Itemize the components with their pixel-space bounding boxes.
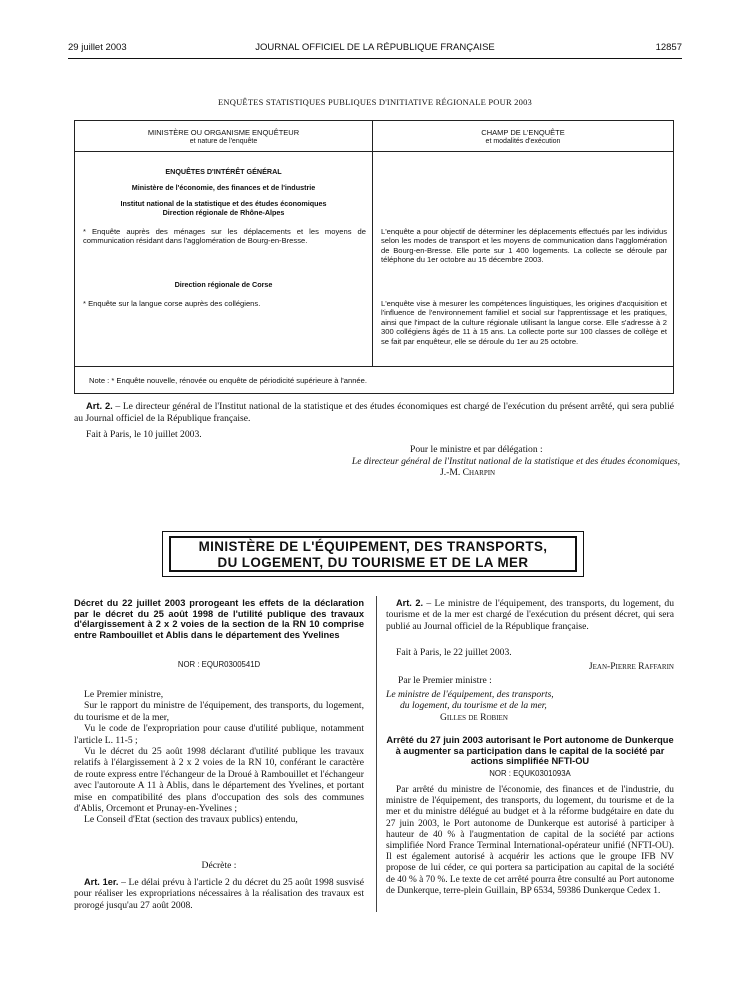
section-title: ENQUÊTES D'INTÉRÊT GÉNÉRAL bbox=[165, 167, 282, 176]
header-date: 29 juillet 2003 bbox=[68, 42, 127, 53]
decree-minister: Le ministre de l'équipement, des transports, du logement, du tourisme et de la mer, bbox=[386, 689, 554, 712]
column-divider bbox=[376, 596, 377, 912]
table-note-divider bbox=[75, 366, 673, 367]
art2-top-paragraph: Art. 2. – Le directeur général de l'Institut national de la statistique et des études économiques est chargé de l'exécution du présent arrêté, qui sera publié au Journal officiel de la République française. bbox=[74, 400, 674, 424]
survey2-description: * Enquête sur la langue corse auprès des collégiens. bbox=[83, 299, 261, 308]
survey1-scope: L'enquête a pour objectif de déterminer les déplacements effectués par les individus selon les modes de transport et les moyens de communication dans l'agglomération de Bourg-en-Bresse. Elle porte sur 1 400 logements. La collecte se déroule par téléphone du 1er octobre au 15 décembre 2003. bbox=[381, 227, 667, 265]
journal-title: JOURNAL OFFICIEL DE LA RÉPUBLIQUE FRANÇAISE bbox=[255, 42, 495, 53]
institute-name: Institut national de la statistique et des études économiques Direction régionale de Rhône-Alpes bbox=[120, 199, 327, 217]
arrete-text: Par arrêté du ministre de l'économie, des finances et de l'industrie, du ministre de l'équipement, des transports, du logement, du tourisme et de la mer et du ministre délégué au budget et à la réforme budgétaire en date du 27 juin 2003, le Port autonome de Dunkerque est autorisé à participer à hauteur de 40 % à l'augmentation de capital de la société par actions simplifiée Nord France Terminal International-opérateur unifié (NFTI-OU). Il est également autorisé à acquérir les actions que le groupe IFB NV propose de lui céder, ce qui portera sa participation au capital de la société de 40 % à 70 %. Le texte de cet arrêté pourra être consulté au Port autonome de Dunkerque, terre-plein Guillain, BP 6534, 59386 Dunkerque Cedex 1. bbox=[386, 785, 674, 896]
arrete-nor: NOR : EQUK0301093A bbox=[489, 769, 571, 778]
art2-top-sig2: Le directeur général de l'Institut national de la statistique et des études économiques, bbox=[351, 456, 680, 467]
table-note: Note : * Enquête nouvelle, rénovée ou enquête de périodicité supérieure à l'année. bbox=[89, 376, 367, 385]
table-header-divider bbox=[75, 151, 673, 152]
ministry-banner bbox=[162, 531, 584, 577]
decree-body: Le Premier ministre, Sur le rapport du ministre de l'équipement, des transports, du logement, du tourisme et de la mer, Vu le code de l'expropriation pour cause d'utilité publique, notamment l'article L. 11-5 ; Vu le décret du 25 août 1998 déclarant d'utilité publique les travaux relatifs à l'élargissement à 2 x 2 voies de la RN 10, conférant le caractère de route express entre l'échangeur de la Droué à Rambouillet et l'échangeur avec l'autoroute A 11 à Ablis, dans le département des Yvelines, et portant mise en compatibilité des plans d'occupation des sols des communes d'Ablis, Orcemont et Prunay-en-Yvelines ; Le Conseil d'Etat (section des travaux publics) entendu, bbox=[74, 689, 364, 826]
art2-top-done: Fait à Paris, le 10 juillet 2003. bbox=[86, 429, 202, 440]
col2-header: CHAMP DE L'ENQUÊTE et modalités d'exécution bbox=[481, 128, 565, 145]
arrete-title: Arrêté du 27 juin 2003 autorisant le Port autonome de Dunkerque à augmenter sa participation dans le capital de la société par actions simplifiée NFTI-OU bbox=[386, 735, 674, 767]
decree-minister-name: Gilles de Robien bbox=[440, 712, 508, 723]
col1-header: MINISTÈRE OU ORGANISME ENQUÊTEUR et nature de l'enquête bbox=[147, 128, 300, 145]
art2-top-sig1: Pour le ministre et par délégation : bbox=[410, 444, 543, 455]
decree-decrete: Décrète : bbox=[201, 860, 237, 871]
page-number: 12857 bbox=[655, 42, 682, 53]
table-column-divider bbox=[372, 121, 373, 366]
banner-line1: MINISTÈRE DE L'ÉQUIPEMENT, DES TRANSPORTS, bbox=[198, 539, 548, 554]
decree-signer: Jean-Pierre Raffarin bbox=[588, 661, 674, 672]
decree-title: Décret du 22 juillet 2003 prorogeant les effets de la déclaration par le décret du 25 août 1998 de l'utilité publique des travaux d'élargissement à 2 x 2 voies de la section de la RN 10 comprise entre Rambouillet et Ablis dans le département des Yvelines bbox=[74, 598, 364, 640]
decree-art1: Art. 1er. – Le délai prévu à l'article 2 du décret du 25 août 1998 susvisé pour réaliser les expropriations nécessaires à la réalisation des travaux est prorogé jusqu'au 27 août 2008. bbox=[74, 877, 364, 911]
decree-done: Fait à Paris, le 22 juillet 2003. bbox=[396, 647, 512, 658]
survey1-description: * Enquête auprès des ménages sur les déplacements et les moyens de communication résidant dans l'agglomération de Bourg-en-Bresse. bbox=[83, 227, 366, 246]
survey-table bbox=[74, 120, 674, 394]
decree-nor: NOR : EQUR0300541D bbox=[177, 660, 261, 669]
banner-line2: DU LOGEMENT, DU TOURISME ET DE LA MER bbox=[217, 555, 529, 570]
header-rule bbox=[68, 58, 682, 59]
direction-corse: Direction régionale de Corse bbox=[174, 280, 273, 289]
ministry-name: Ministère de l'économie, des finances et de l'industrie bbox=[131, 183, 316, 192]
table-caption: ENQUÊTES STATISTIQUES PUBLIQUES D'INITIATIVE RÉGIONALE POUR 2003 bbox=[218, 97, 532, 107]
decree-art2: Art. 2. – Le ministre de l'équipement, des transports, du logement, du tourisme et de la mer est chargé de l'exécution du présent décret, qui sera publié au Journal officiel de la République française. bbox=[386, 598, 674, 632]
art2-top-sig3: J.-M. Charpin bbox=[440, 467, 496, 478]
decree-by-pm: Par le Premier ministre : bbox=[398, 675, 492, 686]
survey2-scope: L'enquête vise à mesurer les compétences linguistiques, les origines d'acquisition et l'influence de l'environnement familiel et social sur l'apprentissage et les pratiques, ainsi que l'impact de la culture régionale utilisant la langue corse. Elle s'adresse à 2 300 collégiens âgés de 11 à 15 ans. La collecte porte sur 100 classes de collège et se fait par enquêteur, elle se déroule du 1er au 25 octobre. bbox=[381, 299, 667, 346]
